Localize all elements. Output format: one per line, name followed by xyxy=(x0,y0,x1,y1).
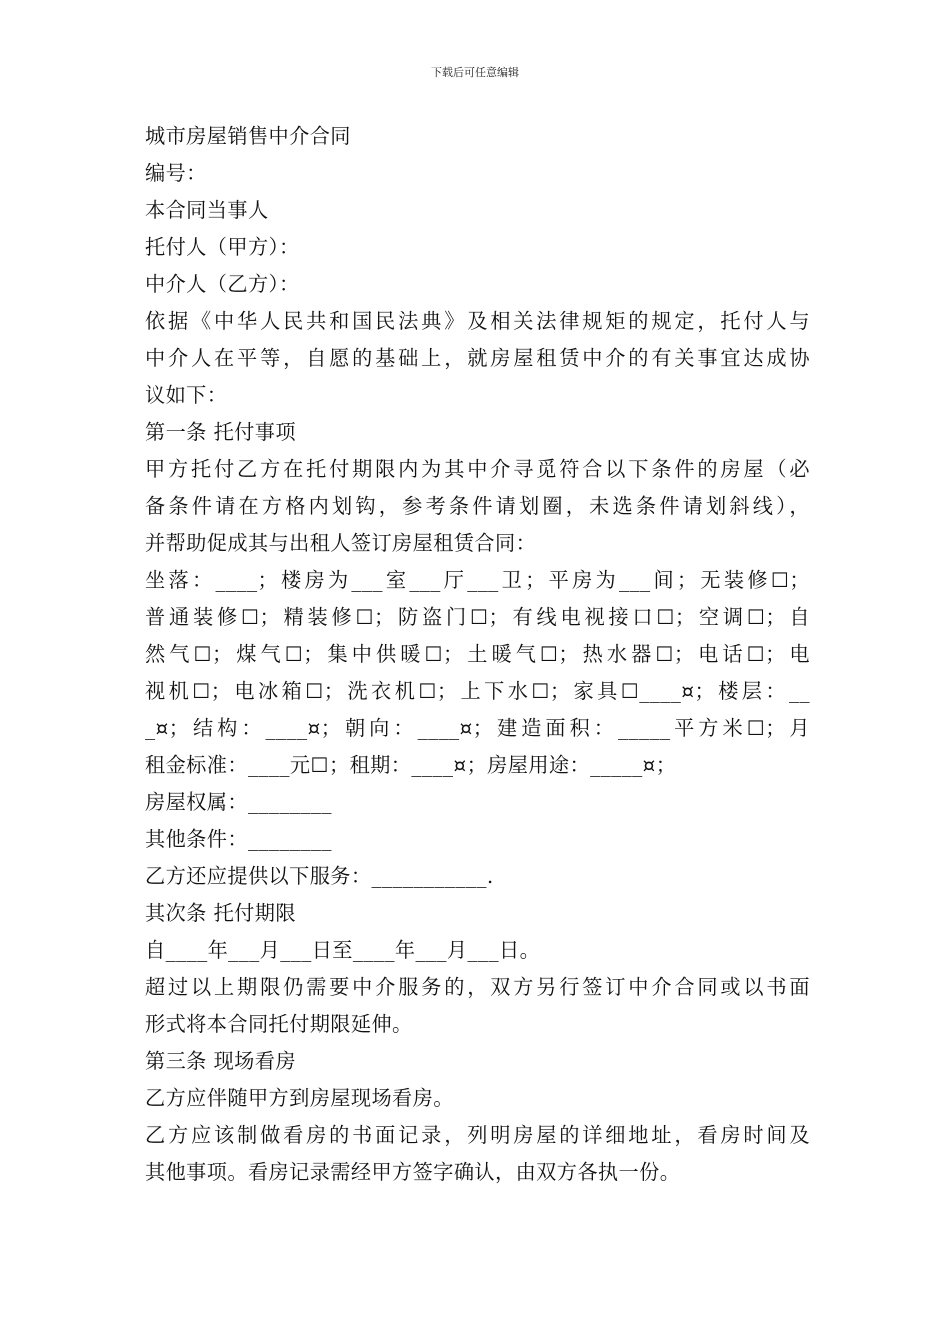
party-b: 中介人（乙方）： xyxy=(145,272,300,296)
contract-body xyxy=(145,118,810,1191)
paragraph-line: 甲方托付乙方在托付期限内为其中介寻觅符合以下条件的房屋（必 xyxy=(145,457,810,481)
paragraph-line: 乙方应该制做看房的书面记录，列明房屋的详细地址，看房时间及 xyxy=(145,1123,810,1147)
parties-heading: 本合同当事人 xyxy=(145,198,269,222)
paragraph-line: 超过以上期限仍需要中介服务的，双方另行签订中介合同或以书面 xyxy=(145,975,810,999)
paragraph-line: 乙方应伴随甲方到房屋现场看房。 xyxy=(145,1086,454,1110)
paragraph-line: 中介人在平等，自愿的基础上，就房屋租赁中介的有关事宜达成协 xyxy=(145,346,810,370)
services-line: 乙方还应提供以下服务：___________. xyxy=(145,864,494,888)
condition-line: 租金标准：____元☐；租期：____¤；房屋用途：_____¤； xyxy=(145,753,677,777)
party-a: 托付人（甲方）： xyxy=(145,235,300,259)
condition-line: _¤；结构：____¤；朝向：____¤；建造面积：_____平方米☐；月 xyxy=(145,716,810,740)
condition-line: 视机☐；电冰箱☐；洗衣机☐；上下水☐；家具☐____¤；楼层：__ xyxy=(145,679,810,703)
other-conditions-line: 其他条件：________ xyxy=(145,827,332,851)
paragraph-line: 形式将本合同托付期限延伸。 xyxy=(145,1012,413,1036)
article-2-heading: 其次条 托付期限 xyxy=(145,901,296,925)
page-header: 下载后可任意编辑 xyxy=(431,66,519,79)
condition-line: 普通装修☐；精装修☐；防盗门☐；有线电视接口☐；空调☐；自 xyxy=(145,605,810,629)
ownership-line: 房屋权属：________ xyxy=(145,790,332,814)
article-3-heading: 第三条 现场看房 xyxy=(145,1049,296,1073)
condition-line: 然气☐；煤气☐；集中供暖☐；土暖气☐；热水器☐；电话☐；电 xyxy=(145,642,810,666)
article-1-heading: 第一条 托付事项 xyxy=(145,420,296,444)
paragraph-line: 依据《中华人民共和国民法典》及相关法律规矩的规定，托付人与 xyxy=(145,309,810,333)
contract-number: 编号： xyxy=(145,161,207,185)
paragraph-line: 其他事项。看房记录需经甲方签字确认，由双方各执一份。 xyxy=(145,1160,681,1184)
paragraph-line: 议如下： xyxy=(145,383,228,407)
paragraph-line: 备条件请在方格内划钩，参考条件请划圈，未选条件请划斜线）， xyxy=(145,494,810,518)
term-line: 自____年___月___日至____年___月___日。 xyxy=(145,938,541,962)
condition-line: 坐落：____；楼房为___室___厅___卫；平房为___间；无装修☐； xyxy=(145,568,810,592)
paragraph-line: 并帮助促成其与出租人签订房屋租赁合同： xyxy=(145,531,537,555)
contract-title: 城市房屋销售中介合同 xyxy=(145,124,351,148)
